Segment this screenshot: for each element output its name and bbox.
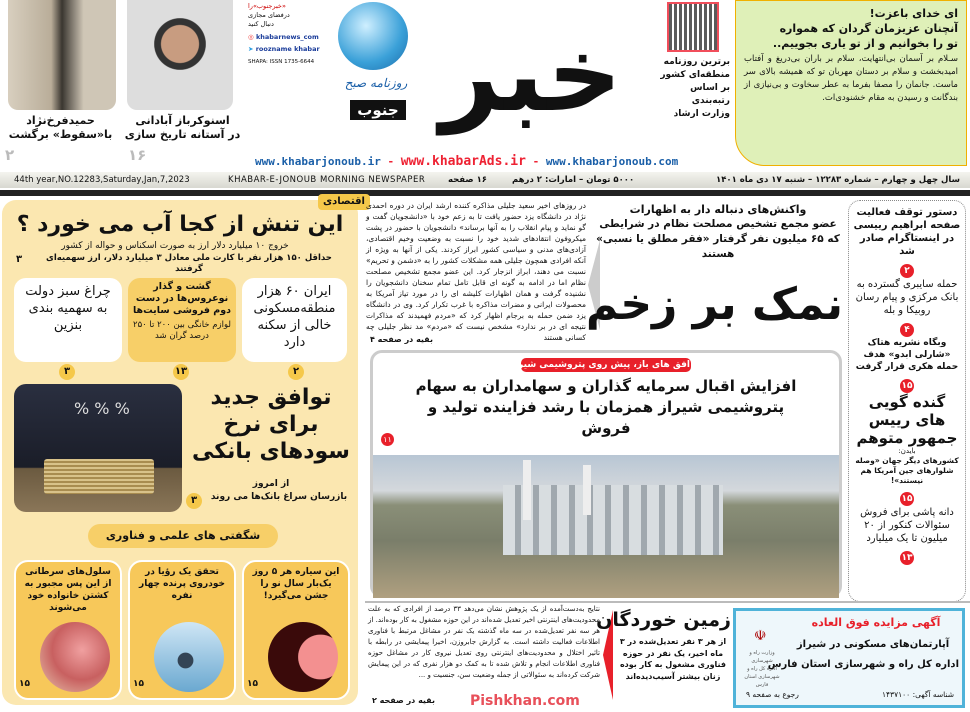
instagram-link[interactable]: ◎ khabarnews_com [248,33,319,41]
website-links: www.khabarjonoub.ir - www.khabarAds.ir - www.khabarjonoub.com [255,154,679,169]
continue-link[interactable]: بقیه در صفحه ۴ [370,335,433,344]
sidebar-item[interactable]: حمله سایبری گسترده به بانک مرکزی و پیام رسان روبیکا و بله [855,279,959,316]
page-count: ۱۶ صفحه [448,175,487,185]
continue-link[interactable]: بقیه در صفحه ۲ [372,696,435,705]
prayer-heading: تو را بخوانیم و از تو یاری بجوییم.. [772,37,958,50]
prayer-heading: آنچنان عزیزمان گردان که همواره [779,22,958,35]
ministry-label: وزارت راه و شهرسازی اداره کل راه و شهرسازی استان فارس [744,650,780,688]
dateline-bar [0,172,970,188]
ad-title: آگهی مزایده فوق العاده [811,616,941,629]
bank-headline[interactable]: توافق جدید برای نرخ سودهای بانکی [192,385,350,464]
petro-headline: افزایش اقبال سرمایه گذاران و سهامداران به سهام پتروشیمی شیراز همزمان با رشد فزاینده تولید و فروش [415,377,797,437]
logo-tagline: روزنامه صبح [344,76,408,90]
sidebar-item[interactable]: وبگاه نشریه هتاک «شارلی ابدو» هدف حمله هکری قرار گرفت [855,338,959,372]
social-line: دنبال کنید [248,20,274,28]
layoffs-headline[interactable]: زمین خوردگان [596,609,731,631]
globe-logo-icon [338,2,408,70]
auction-ad[interactable] [733,608,965,708]
website-link[interactable]: www.khabarjonoub.com [545,155,679,168]
news-teaser-farrokhnejad[interactable] [3,114,118,142]
planet-photo [268,622,338,692]
sidebar-item[interactable]: دستور توقف فعالیت صفحه ابراهیم رییسی در اینستاگرام صادر شد [853,207,961,257]
page-ref: ۳ [16,254,23,265]
prayer-box [735,0,967,166]
economy-subhead: خروج ۱۰ میلیارد دلار ارز به صورت اسکناس و حواله از کشور [61,241,289,251]
layoffs-subhead: از هر ۳ نفر تعدیل‌شده در ۳ ماه اخیر، یک نفر در حوزه فناوری مشغول به کار بوده زنان بیشتر آسیب‌دیده‌اند [619,637,727,681]
page-ref: ۳ [186,493,202,509]
photo-hamid-farrokhnejad [8,0,116,110]
news-sidebar [848,200,966,602]
sidebar-kicker: بایدن: [898,447,916,455]
section-tag: اقتصادی [318,194,370,210]
cancer-cells-photo [40,622,110,692]
social-line: «خبرجنوب»را [248,2,286,10]
date-english: 44th year,NO.12283,Saturday,Jan,7,2023 [14,175,190,185]
petrochemical-feature[interactable] [370,350,842,598]
qr-code-icon[interactable] [667,2,719,52]
economy-subhead: حداقل ۱۵۰ هزار نفر با کارت ملی معادل ۳ میلیارد دلار، ارز سهمیه‌ای گرفتند [46,253,332,274]
iran-emblem-icon: ☫ [754,628,767,644]
telegram-icon: ➤ [248,45,254,53]
lead-body: در روزهای اخیر سعید جلیلی مذاکره کننده ارشد ایران در دوره احمدی نژاد در دانشگاه یزد حضور یافت تا به زعم خود با «دانشجویان گفت و گو نماید و پیام انقلاب را به آنها برساند» دانشجویان با حضور در پشت میکروفون انتقادهای شدید خود را نسبت به وضعیت وخیم اقتصادی، آزادی‌های مدنی و سیاسی کشور ابراز کردند. یکی از آنها به ویژه از آنکه افرادی همچون جلیلی همه مشکلات کشور را به «دشمن و تحریم» نسبت می دهند، ابراز انزجار کرد. این عضو مجمع تشخیص مصلحت نظام اما در ادامه به گونه ای قابل تامل تمام سخنان دانشجویان را نشنیده گرفت و همان اظهارات کلیشه ای را در مورد تیاز آمریکا به محصولات ایرانی و مضرات مذاکره با غرب تکرار کرد. وی در دانشگاه یزد ضمن حمله به برجام اظهار کرد که «مردم فهمیدند که مذاکرات نتیجه ای در بر ندارد» مشخص نیست که «مردم» مد نظر جلیلی چه کسانی هستند [366,201,586,342]
page-ref: ۱۳ [173,364,189,380]
teaser-title: اسنوکرباز آبادانی [135,114,230,127]
date-persian: سال چهل و چهارم – شماره ۱۲۲۸۳ – شنبه ۱۷ دی ماه ۱۴۰۱ [716,175,960,185]
teaser-title: حمیدفرخ‌نژاد [26,114,95,127]
page-ref: ۱۵ [901,494,913,504]
science-card-flying-car[interactable]: تحقق یک رؤیا در خودروی پرنده چهار نفره ۱۵ [128,560,236,700]
page-ref: ۱۱ [381,433,394,446]
divider [365,601,970,603]
social-box [248,2,332,67]
issn: SHAPA: ISSN 1735-6644 [248,59,315,65]
bank-subhead: بازرسان سراغ بانک‌ها می روند [210,492,348,502]
page-ref: ۱۵ [901,381,913,391]
lead-kicker: واکنش‌های دنباله دار به اظهارات عضو مجمع تشخیص مصلحت نظام در شرایطی که ۶۵ میلیون نفر گرفتار «فقر مطلق یا نسبی» هستند [596,203,840,260]
page-ref: ۱۵ [133,679,144,689]
ad-id: شناسه آگهی: ۱۴۳۷۱۰۰ [882,690,954,699]
page-ref: ۱۵ [247,679,258,689]
page-ref: ۲ [5,146,15,164]
card-fuel-rationing[interactable]: چراغ سبز دولت به سهمیه بندی بنزین [14,278,122,362]
bank-subhead: از امروز [252,479,290,489]
science-card-planet[interactable]: این سیاره هر ۵ روز یک‌بار سال نو را جشن می‌گیرد! ۱۵ [242,560,350,700]
watermark: Pishkhan.com [470,693,580,709]
newspaper-name-english: KHABAR-E-JONOUB MORNING NEWSPAPER [228,175,426,185]
prayer-body: سـلام بر آسمان بی‌انتهایت، سلام بر باران بی‌دریغ و آفتاب امیدبخشت و سلام بر دستان مهربان تو که همیشه بالای سر ماست. جانمان را مصفا بفرما به عطر سخاوت و بی‌نیازی از بندگانت و رسیدن به مقام خشنودی‌ات. [744,54,958,103]
page-ref: ۱۶ [128,146,147,164]
page-ref: ۲ [900,264,914,278]
section-tag: افق های باز، پیش روی پتروشیمی شیراز [509,360,690,370]
ranking-note: برترین روزنامه منطقه‌ای کشور بر اساس رتبه‌بندی وزارت ارشاد [660,57,730,119]
website-link[interactable]: www.khabarjonoub.ir [255,155,381,168]
ad-page-ref: رجوع به صفحه ۹ [746,690,799,699]
divider [0,190,970,196]
science-section-label: شگفتی های علمی و فناوری [88,524,278,548]
news-teaser-snooker[interactable] [120,114,245,142]
sidebar-item[interactable]: گنده گویی های رییس جمهور متوهم [856,393,958,447]
page-ref: ۳ [59,364,75,380]
lead-headline[interactable]: نمک بر زخم [585,279,843,330]
economy-headline[interactable]: این تنش از کجا آب می خورد ؟ [16,212,344,237]
teaser-subtitle: در آستانه تاریخ سازی [124,128,241,141]
science-card-cancer-cells[interactable]: سلول‌های سرطانی از این پس مجبور به کشتن خانواده خود می‌شوند ۱۵ [14,560,122,700]
layoffs-body: نتایج به‌دست‌آمده از یک پژوهش نشان می‌دهد ۳۳ درصد از افرادی که به علت محدودیت‌های اینترنتی اخیر تعدیل شده‌اند در این حوزه مشغول به کار بوده‌اند. از هر سه نفر تعدیل‌شده در سه ماه گذشته یک نفر در مشاغل مرتبط با فناوری اطلاعات فعالیت داشته است. به گزارش جابروزن، اخیرا پیمایشی در رابطه با تاثیر اختلال و محدودیت‌های اینترنتی روی تعدیل نیروی کار در مشاغل حوزه فناوری اطلاعات انجام و تلاش شده تا به کمک دو هزار نفری که در این پیمایش شرکت کرده‌اند به سئوالاتی از جمله وضعیت سن، جنسیت و ... [368,605,600,679]
card-empty-homes[interactable]: ایران ۶۰ هزار منطقه‌مسکونی خالی از سکنه دارد [242,278,347,362]
social-line: درفضای مجازی [248,11,290,19]
page-ref: ۲ [288,364,304,380]
page-ref: ۱۳ [901,553,913,563]
ad-body: آپارتمان‌های مسکونی در شیراز اداره کل راه و شهرسازی استان فارس [767,639,959,670]
page-ref: ۴ [900,323,914,337]
page-ref: ۱۵ [19,679,30,689]
flying-car-photo [154,622,224,692]
petrochemical-plant-photo [373,455,839,598]
sidebar-subtext: کشورهای دیگر جهان «وصله شلوارهای جین آمریکا هم نیستند»! [855,456,959,485]
price: ۵۰۰۰ تومان – امارات: ۲ درهم [512,175,635,185]
instagram-icon: ◎ [248,33,254,41]
prayer-heading: ای خدای باعزت! [869,7,958,20]
logo-wordmark: خبر [439,13,623,135]
sidebar-item[interactable]: دانه پاشی برای فروش سئوالات کنکور از ۲۰ میلیون تا یک میلیارد [860,507,954,544]
ads-website-link[interactable]: www.khabarAds.ir [400,154,526,169]
telegram-link[interactable]: ➤ roozname khabar [248,45,320,53]
card-appliances[interactable]: گشت و گذار نوعروس‌ها در دست دوم فروشی سایت‌ها لوازم خانگی بین ۲۰۰ تا ۲۵۰ درصد گران شد [128,278,236,362]
photo-snooker-player [127,0,233,110]
coins-chart-photo: % % % [14,384,182,512]
teaser-subtitle: با«سقوط» برگشت [8,128,113,141]
logo-subtitle: جنوب [350,100,406,120]
